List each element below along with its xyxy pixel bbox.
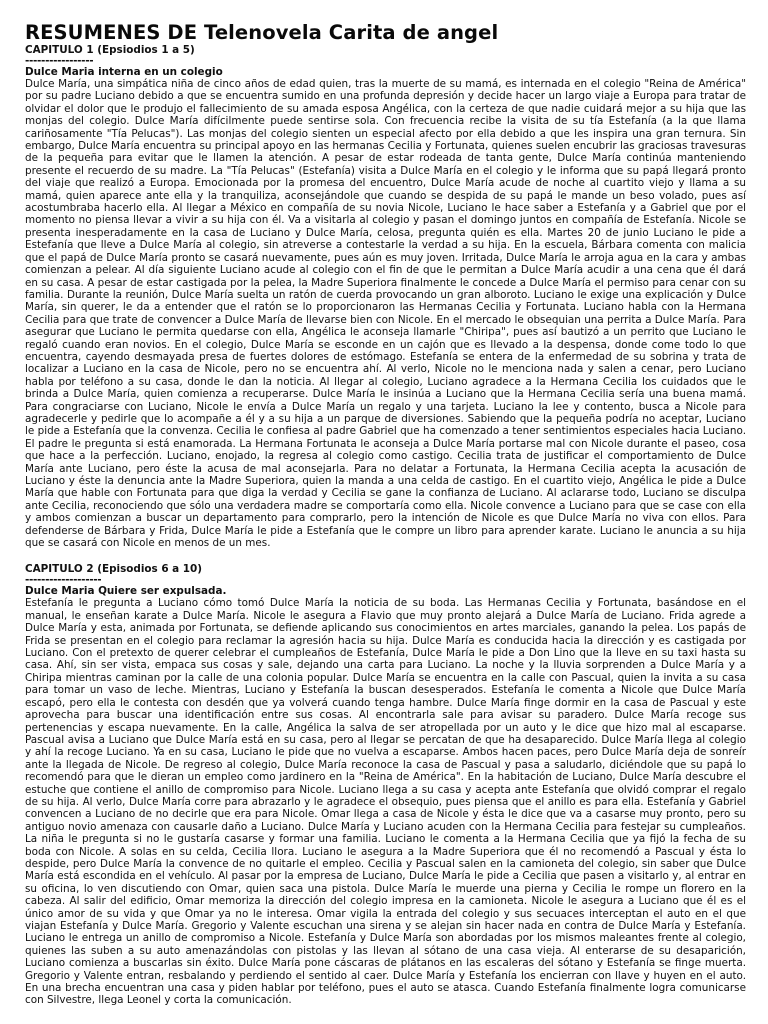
chapter-2-section bbox=[25, 563, 746, 1006]
dashed-rule: ------------------- bbox=[25, 574, 102, 587]
chapter-heading: CAPITULO 1 (Epsiodios 1 a 5) bbox=[25, 44, 195, 56]
chapter-body-text: Dulce María, una simpática niña de cinco años de edad quien, tras la muerte de su mamá, es internada en el colegio "Reina de América" por su padre Luciano debido a que se encuentra sumido en una profunda depresión y decide hacer un largo viaje a Europa para tratar de olvidar el dolor que le produjo el fallecimiento de su amada esposa Angélica, con la certeza de que nadie cuidará mejor a su hija que las monjas del colegio. Dulce María difícilmente puede sentirse sola. Con frecuencia recibe la visita de su tía Estefanía (a la que llama cariñosamente "Tía Pelucas"). Las monjas del colegio sienten un especial afecto por ella debido a que les inspira una gran ternura. Sin embargo, Dulce María encuentra su principal apoyo en las hermanas Cecilia y Fortunata, quienes suelen encubrir las graciosas travesuras de la pequeña para evitar que le llamen la atención. A pesar de estar rodeada de tanta gente, Dulce María continúa manteniendo presente el recuerdo de su madre. La "Tía Pelucas" (Estefanía) visita a Dulce María en el colegio y le informa que su papá llegará pronto del viaje que realizó a Europa. Emocionada por la promesa del encuentro, Dulce María acude de noche al cuartito viejo y llama a su mamá, quien aparece ante ella y la tranquiliza, aconsejándole que cuando se despida de su papá le mande un beso volado, pues así acostumbraba hacerlo ella. Al llegar a México en compañía de su novia Nicole, Luciano le hace saber a Estefanía y a Gabriel que por el momento no piensa llevar a vivir a su hija con él. Va a visitarla al colegio y pasan el domingo juntos en compañía de Estefanía. Nicole se presenta inesperadamente en la casa de Luciano y Dulce María, celosa, pregunta quién es ella. Martes 20 de junio Luciano le pide a Estefanía que lleve a Dulce María al colegio, sin atreverse a contestarle la verdad a su hija. En la escuela, Bárbara comenta con malicia que el papá de Dulce María pronto se casará nuevamente, pues aún es muy joven. Irritada, Dulce María le arroja agua en la cara y ambas comienzan a pelear. Al día siguiente Luciano acude al colegio con el fin de que le permitan a Dulce María acudir a una cena que él dará en su casa. A pesar de estar castigada por la pelea, la Madre Superiora finalmente le concede a Dulce María el permiso para cenar con su familia. Durante la reunión, Dulce María suelta un ratón de cuerda provocando un gran alboroto. Luciano le exige una explicación y Dulce María, sin querer, le da a entender que el ratón se lo proporcionaron las Hermanas Cecilia y Fortunata. Luciano habla con la Hermana Cecilia para que trate de convencer a Dulce María de llevarse bien con Nicole. En el mercado le obsequian una perrita a Dulce María. Para asegurar que Luciano le permita quedarse con ella, Angélica le aconseja llamarle "Chiripa", pues así bautizó a un perrito que Luciano le regaló cuando eran novios. En el colegio, Dulce María se esconde en un cajón que es llevado a la despensa, donde come todo lo que encuentra, cayendo desmayada presa de fuertes dolores de estómago. Estefanía se entera de la enfermedad de su sobrina y trata de localizar a Luciano en la casa de Nicole, pero no se encuentra ahí. Al verlo, Nicole no le menciona nada y salen a cenar, pero Luciano habla por teléfono a su casa, donde le dan la noticia. Al llegar al colegio, Luciano agradece a la Hermana Cecilia los cuidados que le brinda a Dulce María, quien comienza a recuperarse. Dulce María le insinúa a Luciano que la Hermana Cecilia sería una buena mamá. Para congraciarse con Luciano, Nicole le envía a Dulce María un regalo y una tarjeta. Luciano la lee y contento, busca a Nicole para agradecerle y pedirle que lo acompañe a él y a su hija a un parque de diversiones. Sabiendo que la pequeña podría no aceptar, Luciano le pide a Estefanía que la convenza. Cecilia le confiesa al padre Gabriel que ha comenzado a tener sentimientos especiales hacia Luciano. El padre le pregunta si está enamorada. La Hermana Fortunata le aconseja a Dulce María portarse mal con Nicole durante el paseo, cosa que hace a la perfección. Luciano, enojado, la regresa al colegio como castigo. Cecilia trata de justificar el comportamiento de Dulce María ante Luciano, pero éste la acusa de mal aconsejarla. Para no delatar a Fortunata, la Hermana Cecilia acepta la acusación de Luciano y éste la denuncia ante la Madre Superiora, quien la manda a una celda de castigo. En el cuartito viejo, Angélica le pide a Dulce María que hable con Fortunata para que diga la verdad y Cecilia se gane la confianza de Luciano. Al aclararse todo, Luciano se disculpa ante Cecilia, reconociendo que sólo una verdadera madre se comportaría como ella. Nicole convence a Luciano para que se case con ella y ambos comienzan a buscar un departamento para comprarlo, pero la intención de Nicole es que Dulce María no viva con ellos. Para defenderse de Bárbara y Frida, Dulce María le pide a Estefanía que le compre un libro para aprender karate. Luciano le anuncia a su hija que se casará con Nicole en menos de un mes. bbox=[25, 78, 746, 550]
section-title: Dulce Maria interna en un colegio bbox=[25, 66, 223, 78]
dashed-rule: ----------------- bbox=[25, 55, 94, 67]
document-title: RESUMENES DE Telenovela Carita de angel bbox=[25, 21, 499, 44]
chapter-body-text: Estefanía le pregunta a Luciano cómo tomó Dulce María la noticia de su boda. Las Hermanas Cecilia y Fortunata, basándose en el manual, le enseñan karate a Dulce María. Nicole le asegura a Flavio que muy pronto alejará a Dulce María de Luciano. Frida agrede a Dulce María y esta, animada por Fortunata, se defiende aplicando sus conocimientos en artes marciales, ganando la pelea. Los papás de Frida se presentan en el colegio para reclamar la agresión hacia su hija. Dulce María es conducida hacia la dirección y es castigada por Luciano. Con el pretexto de querer celebrar el cumpleaños de Estefanía, Dulce María le pide a Don Lino que la lleve en su taxi hasta su casa. Ahí, sin ser vista, empaca sus cosas y sale, dejando una carta para Luciano. La noche y la lluvia sorprenden a Dulce María y a Chiripa mientras caminan por la calle de una colonia popular. Dulce María se encuentra en la calle con Pascual, quien la invita a su casa para tomar un vaso de leche. Mientras, Luciano y Estefanía la buscan desesperados. Estefanía le comenta a Nicole que Dulce María escapó, pero ella le contesta con desdén que ya volverá cuando tenga hambre. Dulce María finge dormir en la casa de Pascual y este aprovecha para buscar una identificación entre sus cosas. Al encontrarla sale para avisar su paradero. Dulce María recoge sus pertenencias y escapa nuevamente. En la calle, Angélica la salva de ser atropellada por un auto y le dice que hizo mal al escaparse. Pascual avisa a Luciano que Dulce María está en su casa, pero al llegar se percatan de que ha desaparecido. Dulce María llega al colegio y ahí la recoge Luciano. Ya en su casa, Luciano le pide que no vuelva a escaparse. Ambos hacen paces, pero Dulce María deja de sonreír ante la llegada de Nicole. De regreso al colegio, Dulce María reconoce la casa de Pascual y pasa a saludarlo, diciéndole que su papá lo recomendó para que le dieran un empleo como jardinero en la "Reina de América". En la habitación de Luciano, Dulce María descubre el estuche que contiene el anillo de compromiso para Nicole. Luciano llega a su casa y acepta ante Estefanía que olvidó comprar el regalo de su hija. Al verlo, Dulce María corre para abrazarlo y le agradece el obsequio, pues piensa que el anillo es para ella. Estefanía y Gabriel convencen a Luciano de no decirle que era para Nicole. Omar llega a casa de Nicole y ésta le dice que va a casarse muy pronto, pero su antiguo novio amenaza con causarle daño a Luciano. Dulce María y Luciano acuden con la Hermana Cecilia para festejar su cumpleaños. La niña le pregunta si no le gustaría casarse y formar una familia. Luciano le comenta a la Hermana Cecilia que ya fijó la fecha de su boda con Nicole. A solas en su celda, Cecilia llora. Luciano le asegura a la Madre Superiora que él no recomendó a Pascual y ésta lo despide, pero Dulce María la convence de no quitarle el empleo. Cecilia y Pascual salen en la camioneta del colegio, sin saber que Dulce María está escondida en el vehículo. Al pasar por la empresa de Luciano, Dulce María le pide a Cecilia que pasen a visitarlo y, al entrar en su oficina, lo ven discutiendo con Omar, quien saca una pistola. Dulce María le muerde una pierna y Cecilia le rompe un florero en la cabeza. Al salir del edificio, Omar memoriza la dirección del colegio impresa en la camioneta. Nicole le asegura a Luciano que él es el único amor de su vida y que Omar ya no le interesa. Omar vigila la entrada del colegio y sus secuaces interceptan el auto en el que viajan Estefanía y Dulce María. Gregorio y Valente escuchan una sirena y se alejan sin hacer nada en contra de Dulce María y Estefanía. Luciano le entrega un anillo de compromiso a Nicole. Estefanía y Dulce María son abordadas por los mismos maleantes frente al colegio, quienes las suben a su auto amenazándolas con pistolas y las llevan al sótano de una casa vieja. Al enterarse de su desaparición, Luciano comienza a buscarlas sin éxito. Dulce María pone cáscaras de plátanos en las escaleras del sótano y Estefanía se finge muerta. Gregorio y Valente entran, resbalando y perdiendo el sentido al caer. Dulce María y Estefanía los encierran con llave y huyen en el auto. En una brecha encuentran una casa y piden hablar por teléfono, pues el auto se atasca. Cuando Estefanía finalmente logra comunicarse con Silvestre, llega Leonel y corta la comunicación. bbox=[25, 597, 746, 1007]
chapter-1-section bbox=[25, 44, 746, 549]
chapter-heading: CAPITULO 2 (Episodios 6 a 10) bbox=[25, 563, 203, 576]
section-title: Dulce Maria Quiere ser expulsada. bbox=[25, 585, 227, 598]
